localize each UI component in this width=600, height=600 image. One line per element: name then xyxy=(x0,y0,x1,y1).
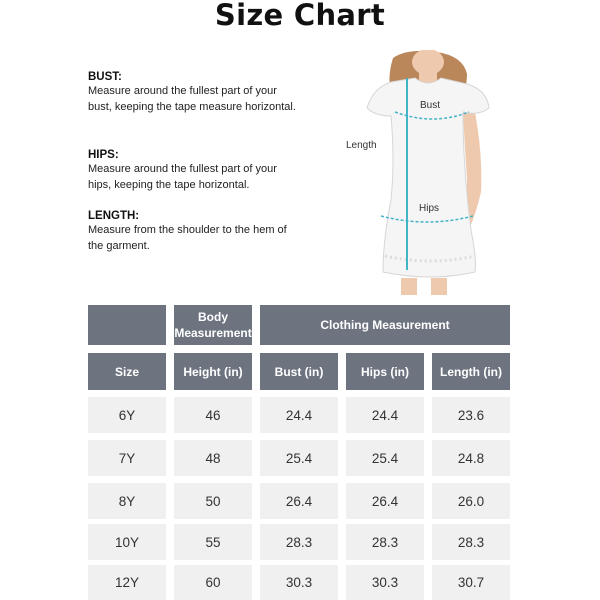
figure-label-bust: Bust xyxy=(420,100,441,111)
length-description: Measure from the shoulder to the hem of the garment. xyxy=(88,224,287,252)
table-cell: 24.8 xyxy=(432,440,510,476)
hips-instructions xyxy=(88,148,303,193)
length-instructions xyxy=(88,209,303,254)
table-cell: 26.4 xyxy=(260,483,338,519)
table-cell: 8Y xyxy=(88,483,166,519)
leg-shape xyxy=(401,278,417,295)
table-cell: 30.7 xyxy=(432,565,510,600)
table-cell: 55 xyxy=(174,524,252,560)
table-cell: 30.3 xyxy=(260,565,338,600)
table-cell: 60 xyxy=(174,565,252,600)
table-cell: 30.3 xyxy=(346,565,424,600)
table-cell: 25.4 xyxy=(260,440,338,476)
table-cell: 46 xyxy=(174,397,252,433)
table-cell: 12Y xyxy=(88,565,166,600)
column-header-height: Height (in) xyxy=(174,353,252,390)
table-cell: 23.6 xyxy=(432,397,510,433)
column-header-bust: Bust (in) xyxy=(260,353,338,390)
figure-label-length: Length xyxy=(346,140,377,151)
table-cell: 28.3 xyxy=(346,524,424,560)
table-cell: 25.4 xyxy=(346,440,424,476)
table-cell: 50 xyxy=(174,483,252,519)
bust-heading: BUST: xyxy=(88,71,122,83)
table-cell: 26.4 xyxy=(346,483,424,519)
leg-shape xyxy=(431,278,447,295)
dress-illustration xyxy=(345,50,505,295)
bust-instructions xyxy=(88,70,303,115)
column-header-length: Length (in) xyxy=(432,353,510,390)
bust-description: Measure around the fullest part of your bust, keeping the tape measure horizontal. xyxy=(88,85,296,113)
column-header-size: Size xyxy=(88,353,166,390)
header-clothing-measurement: Clothing Measurement xyxy=(260,305,510,345)
table-cell: 28.3 xyxy=(260,524,338,560)
table-cell: 7Y xyxy=(88,440,166,476)
table-cell: 26.0 xyxy=(432,483,510,519)
column-header-hips: Hips (in) xyxy=(346,353,424,390)
header-blank xyxy=(88,305,166,345)
header-body-measurement: Body Measurement xyxy=(174,305,252,345)
figure-label-hips: Hips xyxy=(419,203,440,214)
table-cell: 24.4 xyxy=(346,397,424,433)
table-cell: 48 xyxy=(174,440,252,476)
page-title: Size Chart xyxy=(214,0,386,32)
dress-measurement-figure xyxy=(345,50,505,295)
hips-description: Measure around the fullest part of your hips, keeping the tape horizontal. xyxy=(88,163,277,191)
table-cell: 28.3 xyxy=(432,524,510,560)
table-cell: 6Y xyxy=(88,397,166,433)
table-cell: 24.4 xyxy=(260,397,338,433)
hips-heading: HIPS: xyxy=(88,149,119,161)
table-cell: 10Y xyxy=(88,524,166,560)
length-heading: LENGTH: xyxy=(88,210,140,222)
